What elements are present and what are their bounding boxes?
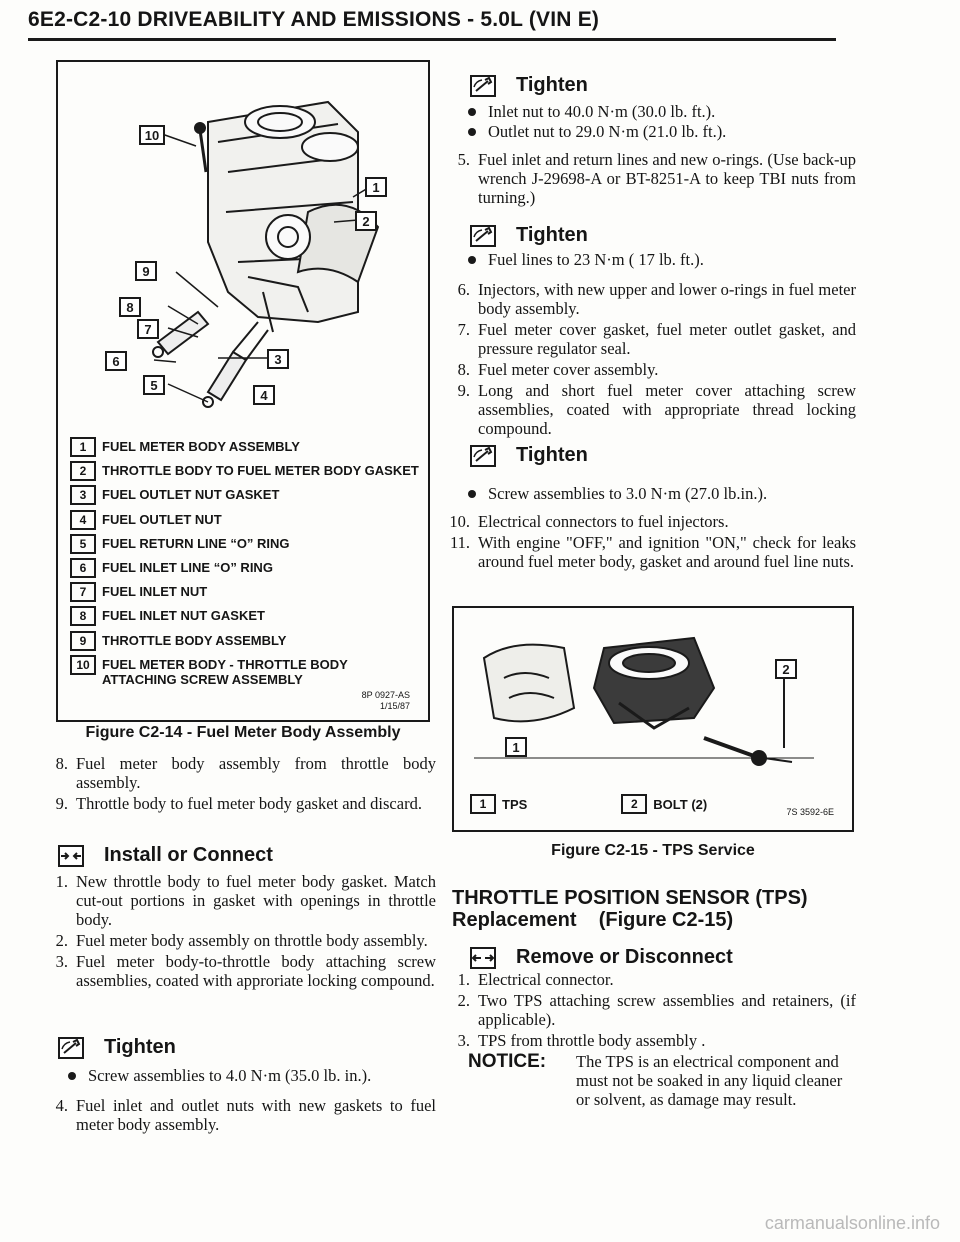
list-item: 2. Fuel meter body assembly on throttle body assembly. <box>55 931 428 950</box>
list-item: 10. Electrical connectors to fuel injectors. <box>449 512 729 531</box>
tighten-specs-2 <box>462 102 842 142</box>
list-item: 1. Electrical connector. <box>457 970 614 989</box>
figure-c2-14-caption: Figure C2-14 - Fuel Meter Body Assembly <box>85 724 401 741</box>
callout-2: 2 <box>782 662 790 677</box>
fuel-meter-body-drawing <box>58 62 428 432</box>
figure-c2-15 <box>452 606 854 832</box>
figure-c2-14-legend <box>70 437 420 695</box>
list-item: 4. Fuel inlet and outlet nuts with new gaskets to fuel meter body assembly. <box>55 1096 436 1134</box>
svg-text:2: 2 <box>362 214 370 229</box>
tighten-specs-4 <box>462 484 842 504</box>
steps-10-11 <box>448 512 856 573</box>
list-item: Screw assemblies to 3.0 N·m (27.0 lb.in.). <box>462 484 842 504</box>
svg-text:9: 9 <box>142 264 150 279</box>
notice-label: NOTICE: <box>468 1051 547 1072</box>
tighten-heading-4: Tighten <box>470 444 588 467</box>
tighten-specs-1 <box>62 1066 442 1086</box>
notice <box>468 1052 860 1109</box>
legend-item: 2 THROTTLE BODY TO FUEL METER BODY GASKET <box>70 461 420 485</box>
list-item: Inlet nut to 40.0 N·m (30.0 lb. ft.). <box>462 102 842 122</box>
legend-item: 6 FUEL INLET LINE “O” RING <box>70 558 420 582</box>
svg-text:8: 8 <box>126 300 134 315</box>
legend-item: 8 FUEL INLET NUT GASKET <box>70 606 420 630</box>
steps-6-9 <box>448 280 856 440</box>
torque-wrench-icon <box>470 445 496 467</box>
list-item: 9. Throttle body to fuel meter body gasket and discard. <box>55 794 422 813</box>
install-heading: Install or Connect <box>58 844 273 867</box>
legend-item: 7 FUEL INLET NUT <box>70 582 420 606</box>
svg-text:4: 4 <box>260 388 268 403</box>
svg-text:6: 6 <box>112 354 120 369</box>
legend-item: 5 FUEL RETURN LINE “O” RING <box>70 534 420 558</box>
install-connect-icon <box>58 845 84 867</box>
install-step-4 <box>46 1096 436 1136</box>
list-item: Outlet nut to 29.0 N·m (21.0 lb. ft.). <box>462 122 842 142</box>
tighten-specs-3 <box>462 250 842 270</box>
callout-1: 1 <box>512 740 520 755</box>
watermark: carmanualsonline.info <box>764 1213 940 1233</box>
header-rule <box>28 38 836 41</box>
list-item: 1. New throttle body to fuel meter body gasket. Match cut-out portions in gasket with openings in throttle body. <box>55 872 436 929</box>
figure-c2-15-caption: Figure C2-15 - TPS Service <box>551 842 755 859</box>
tighten-heading-2: Tighten <box>470 74 588 97</box>
list-item: Fuel lines to 23 N·m ( 17 lb. ft.). <box>462 250 842 270</box>
list-item: 8. Fuel meter body assembly from throttle body assembly. <box>55 754 436 792</box>
remove-heading: Remove or Disconnect <box>470 946 733 969</box>
list-item: 2. Two TPS attaching screw assemblies and retainers, (if applicable). <box>457 991 856 1029</box>
figure-stamp: 8P 0927-AS 1/15/87 <box>361 690 410 711</box>
list-item: 11. With engine "OFF," and ignition "ON," check for leaks around fuel meter body, gasket and around fuel line nuts. <box>449 533 856 571</box>
torque-wrench-icon <box>470 225 496 247</box>
torque-wrench-icon <box>58 1037 84 1059</box>
remove-disconnect-icon <box>470 947 496 969</box>
list-item: 3. Fuel meter body-to-throttle body attaching screw assemblies, coated with approriate locking compound. <box>55 952 436 990</box>
list-item: Screw assemblies to 4.0 N·m (35.0 lb. in.). <box>62 1066 442 1086</box>
svg-text:5: 5 <box>150 378 158 393</box>
svg-text:7: 7 <box>144 322 152 337</box>
legend-item: 1 FUEL METER BODY ASSEMBLY <box>70 437 420 461</box>
page-header: 6E2-C2-10 DRIVEABILITY AND EMISSIONS - 5.0L (VIN E) <box>28 8 600 31</box>
removal-steps <box>46 754 436 815</box>
svg-text:3: 3 <box>274 352 282 367</box>
list-item: 5. Fuel inlet and return lines and new o-rings. (Use back-up wrench J-29698-A or BT-8251-A to keep TBI nuts from turning.) <box>457 150 856 207</box>
install-steps <box>46 872 436 992</box>
tighten-heading-1: Tighten <box>58 1036 176 1059</box>
legend-item: 10 FUEL METER BODY - THROTTLE BODY ATTACHING SCREW ASSEMBLY <box>70 655 420 695</box>
tps-section-title: THROTTLE POSITION SENSOR (TPS) <box>452 887 808 909</box>
legend-item: 9 THROTTLE BODY ASSEMBLY <box>70 631 420 655</box>
step-5 <box>448 150 856 209</box>
list-item: 9. Long and short fuel meter cover attaching screw assemblies, coated with appropriate thread locking compound. <box>457 381 856 438</box>
list-item: 8. Fuel meter cover assembly. <box>457 360 659 379</box>
legend-item: 3 FUEL OUTLET NUT GASKET <box>70 485 420 509</box>
tps-drawing <box>454 608 852 788</box>
tps-removal-steps <box>448 970 856 1052</box>
figure-stamp: 7S 3592-6E <box>786 807 834 817</box>
figure-c2-14 <box>56 60 430 722</box>
legend-item: 4 FUEL OUTLET NUT <box>70 510 420 534</box>
svg-text:1: 1 <box>372 180 380 195</box>
tps-section-subtitle: Replacement (Figure C2-15) <box>452 909 734 931</box>
torque-wrench-icon <box>470 75 496 97</box>
tighten-heading-3: Tighten <box>470 224 588 247</box>
list-item: 7. Fuel meter cover gasket, fuel meter outlet gasket, and pressure regulator seal. <box>457 320 856 358</box>
list-item: 6. Injectors, with new upper and lower o-rings in fuel meter body assembly. <box>457 280 856 318</box>
list-item: 3. TPS from throttle body assembly . <box>457 1031 706 1050</box>
svg-text:10: 10 <box>144 128 160 143</box>
notice-text: The TPS is an electrical component and must not be soaked in any liquid cleaner or solvent, as damage may result. <box>576 1052 843 1109</box>
figure-c2-15-legend: 1 TPS 2 BOLT (2) <box>470 794 707 814</box>
